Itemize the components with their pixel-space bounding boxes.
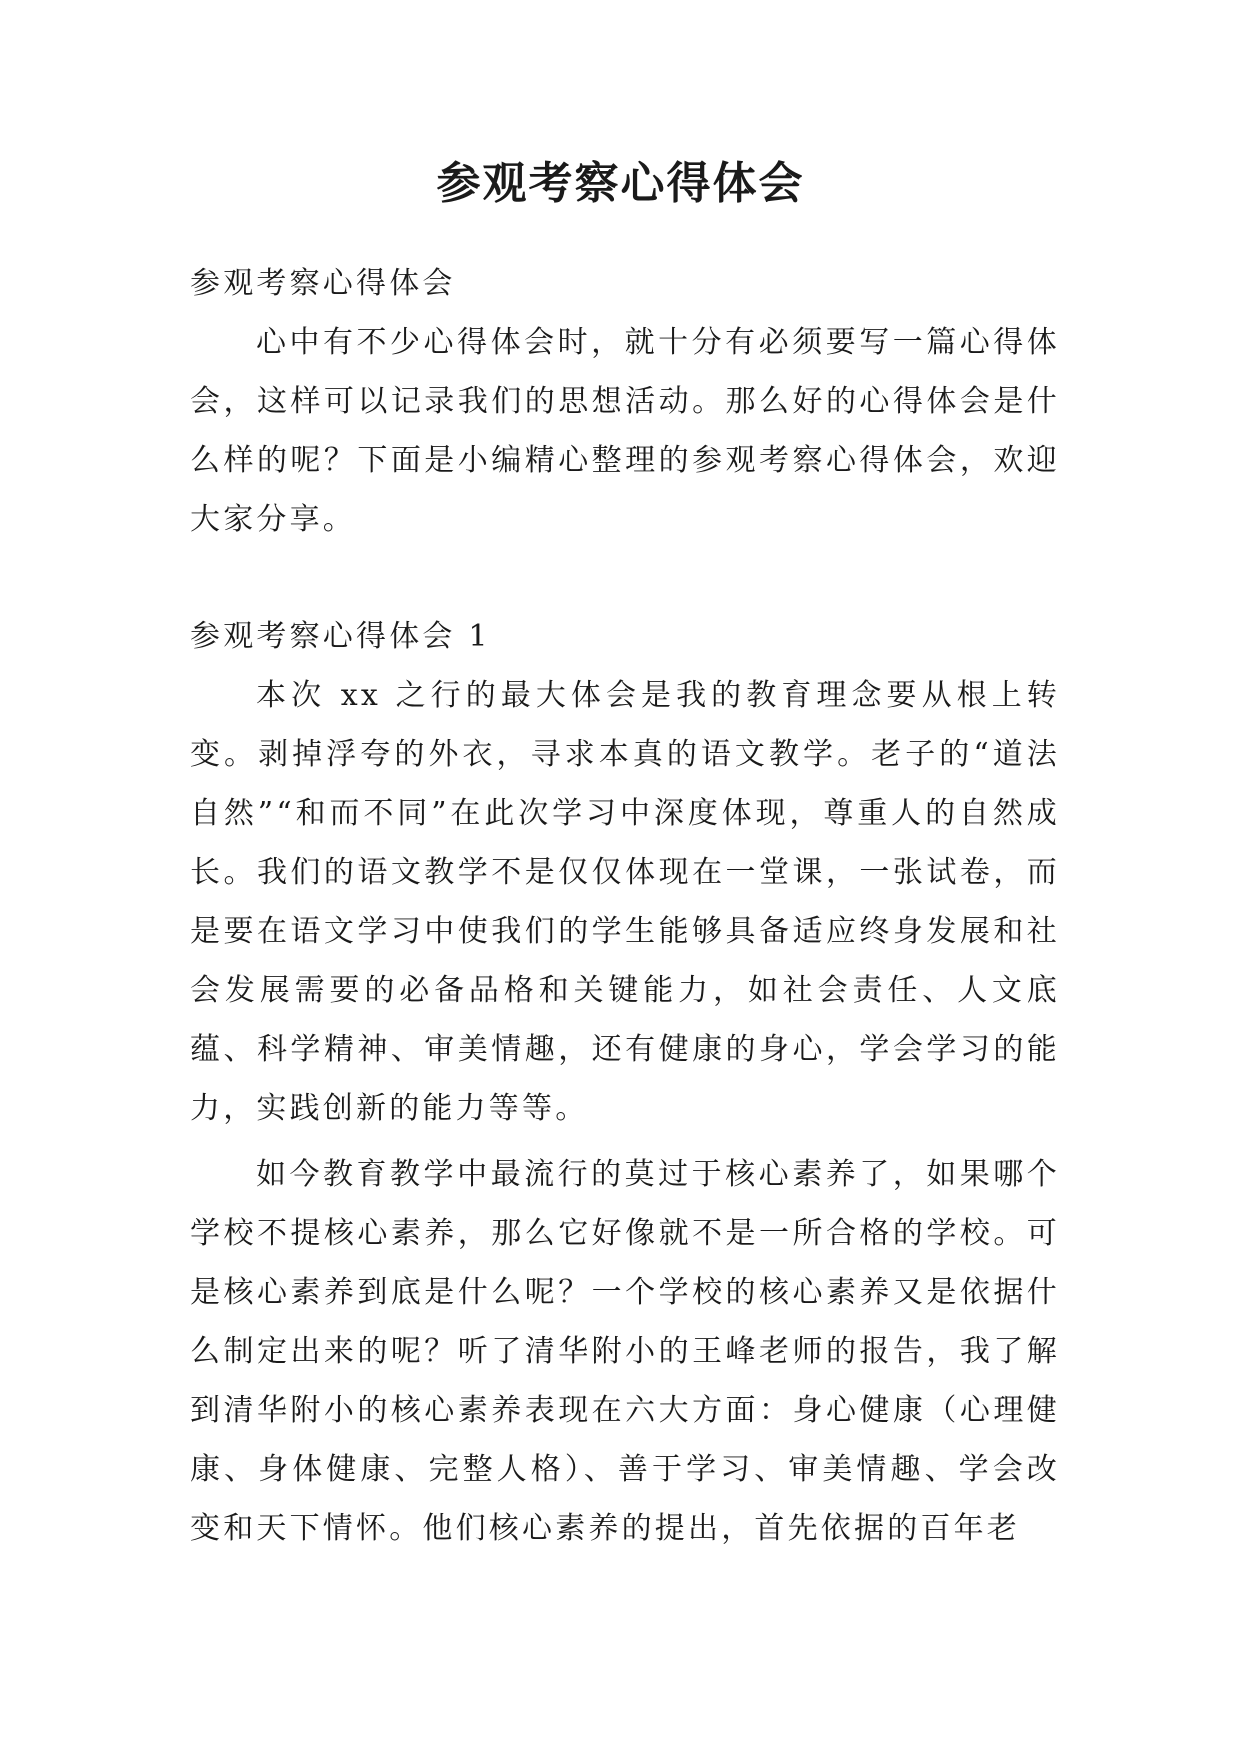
section-heading-1: 参观考察心得体会 1 — [190, 619, 491, 654]
page-title: 参观考察心得体会 — [436, 158, 805, 209]
intro-paragraph: 心中有不少心得体会时，就十分有必须要写一篇心得体会，这样可以记录我们的思想活动。那么好的心得体会是什么样的呢？下面是小编精心整理的参观考察心得体会，欢迎大家分享。 — [190, 325, 1060, 537]
subtitle: 参观考察心得体会 — [190, 266, 456, 301]
section1-paragraph-1: 本次 xx 之行的最大体会是我的教育理念要从根上转变。剥掉浮夸的外衣，寻求本真的语文教学。老子的“道法自然”“和而不同”在此次学习中深度体现，尊重人的自然成长。我们的语文教学不是仅仅体现在一堂课，一张试卷，而是要在语文学习中使我们的学生能够具备适应终身发展和社会发展需要的必备品格和关键能力，如社会责任、人文底蕴、科学精神、审美情趣，还有健康的身心，学会学习的能力，实践创新的能力等等。 — [190, 678, 1060, 1126]
section1-paragraph-2: 如今教育教学中最流行的莫过于核心素养了，如果哪个学校不提核心素养，那么它好像就不是一所合格的学校。可是核心素养到底是什么呢？一个学校的核心素养又是依据什么制定出来的呢？听了清华附小的王峰老师的报告，我了解到清华附小的核心素养表现在六大方面：身心健康（心理健康、身体健康、完整人格）、善于学习、审美情趣、学会改变和天下情怀。他们核心素养的提出，首先依据的百年老 — [190, 1157, 1060, 1546]
